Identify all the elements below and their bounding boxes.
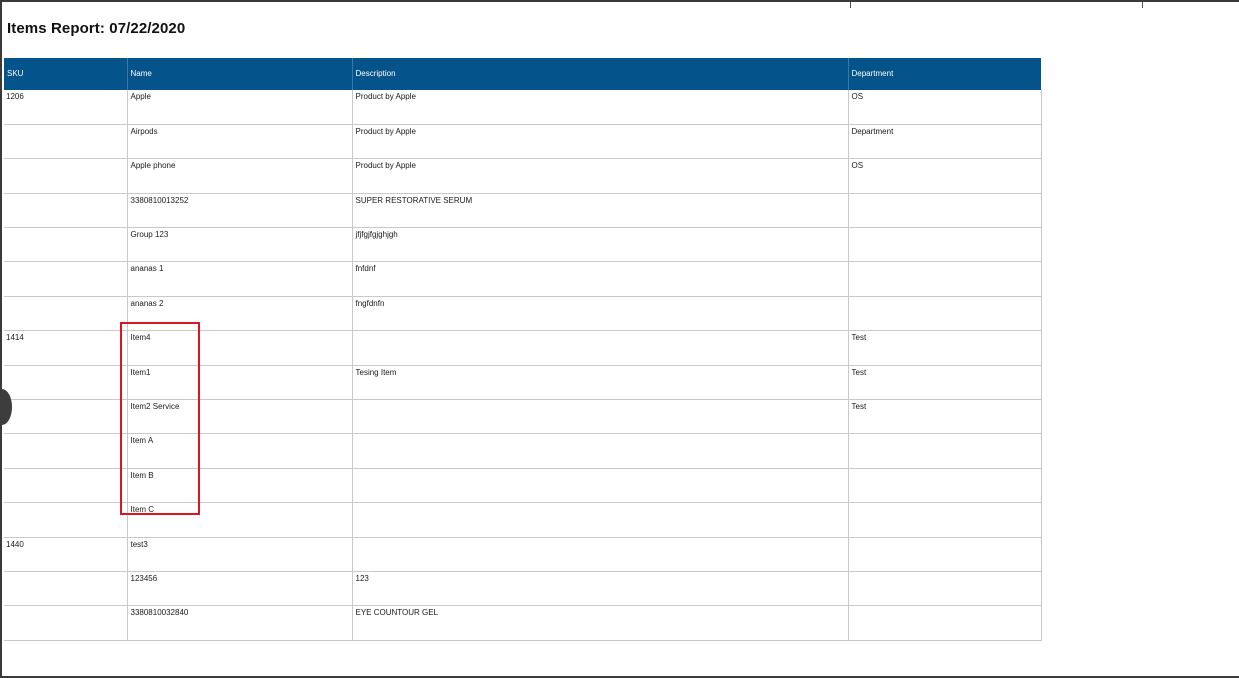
cell-sku bbox=[4, 228, 127, 262]
cell-sku bbox=[4, 503, 127, 537]
cell-sku bbox=[4, 365, 127, 399]
cell-department: OS bbox=[848, 90, 1041, 124]
cell-name: 123456 bbox=[127, 571, 352, 605]
table-row[interactable] bbox=[4, 159, 1041, 193]
cell-description: fnfdnf bbox=[352, 262, 848, 296]
cell-department bbox=[848, 503, 1041, 537]
cell-sku bbox=[4, 193, 127, 227]
cell-name: 3380810032840 bbox=[127, 606, 352, 640]
cell-department bbox=[848, 606, 1041, 640]
cell-sku bbox=[4, 124, 127, 158]
cell-department bbox=[848, 537, 1041, 571]
cell-department: Test bbox=[848, 365, 1041, 399]
cell-description: Tesing Item bbox=[352, 365, 848, 399]
table-row[interactable] bbox=[4, 262, 1041, 296]
cell-description: EYE COUNTOUR GEL bbox=[352, 606, 848, 640]
cell-department bbox=[848, 434, 1041, 468]
cell-description: Product by Apple bbox=[352, 159, 848, 193]
table-row[interactable] bbox=[4, 90, 1041, 124]
table-row[interactable] bbox=[4, 606, 1041, 640]
cell-name: Item C bbox=[127, 503, 352, 537]
cell-department bbox=[848, 228, 1041, 262]
cell-sku bbox=[4, 159, 127, 193]
cell-description: Product by Apple bbox=[352, 90, 848, 124]
cell-name: Item B bbox=[127, 468, 352, 502]
cell-department: Test bbox=[848, 400, 1041, 434]
cell-sku: 1440 bbox=[4, 537, 127, 571]
table-row[interactable] bbox=[4, 571, 1041, 605]
report-title: Items Report: 07/22/2020 bbox=[7, 20, 186, 37]
cell-name: Item4 bbox=[127, 331, 352, 365]
column-header-name[interactable]: Name bbox=[127, 58, 352, 90]
cell-department bbox=[848, 468, 1041, 502]
column-header-sku[interactable]: SKU bbox=[4, 58, 127, 90]
cell-sku: 1206 bbox=[4, 90, 127, 124]
cell-description bbox=[352, 400, 848, 434]
cell-description bbox=[352, 537, 848, 571]
cell-department: Department bbox=[848, 124, 1041, 158]
table-row[interactable] bbox=[4, 193, 1041, 227]
cell-department bbox=[848, 262, 1041, 296]
cell-description bbox=[352, 468, 848, 502]
cell-sku bbox=[4, 606, 127, 640]
cell-description: fngfdnfn bbox=[352, 296, 848, 330]
cell-name: Item A bbox=[127, 434, 352, 468]
cell-name: Apple bbox=[127, 90, 352, 124]
cell-description bbox=[352, 434, 848, 468]
cell-name: ananas 1 bbox=[127, 262, 352, 296]
column-header-department[interactable]: Department bbox=[848, 58, 1041, 90]
table-row[interactable] bbox=[4, 537, 1041, 571]
cell-name: Item1 bbox=[127, 365, 352, 399]
cell-sku bbox=[4, 434, 127, 468]
cell-name: ananas 2 bbox=[127, 296, 352, 330]
column-header-description[interactable]: Description bbox=[352, 58, 848, 90]
cell-department bbox=[848, 571, 1041, 605]
cell-sku bbox=[4, 400, 127, 434]
cell-name: test3 bbox=[127, 537, 352, 571]
cell-name: Item2 Service bbox=[127, 400, 352, 434]
cell-sku bbox=[4, 296, 127, 330]
cell-description: SUPER RESTORATIVE SERUM bbox=[352, 193, 848, 227]
cell-description: 123 bbox=[352, 571, 848, 605]
cell-description bbox=[352, 503, 848, 537]
cell-name: Apple phone bbox=[127, 159, 352, 193]
cell-name: Group 123 bbox=[127, 228, 352, 262]
table-header bbox=[4, 58, 1041, 90]
cell-name: Airpods bbox=[127, 124, 352, 158]
table-row[interactable] bbox=[4, 124, 1041, 158]
cell-sku: 1414 bbox=[4, 331, 127, 365]
cell-department: Test bbox=[848, 331, 1041, 365]
cell-department bbox=[848, 296, 1041, 330]
cell-sku bbox=[4, 262, 127, 296]
cell-sku bbox=[4, 571, 127, 605]
cell-sku bbox=[4, 468, 127, 502]
cell-department bbox=[848, 193, 1041, 227]
cell-description: Product by Apple bbox=[352, 124, 848, 158]
cell-name: 3380810013252 bbox=[127, 193, 352, 227]
highlight-annotation-box bbox=[120, 322, 200, 515]
cell-department: OS bbox=[848, 159, 1041, 193]
cell-description bbox=[352, 331, 848, 365]
cell-description: jfjfgjfgjghjgh bbox=[352, 228, 848, 262]
table-row[interactable] bbox=[4, 228, 1041, 262]
